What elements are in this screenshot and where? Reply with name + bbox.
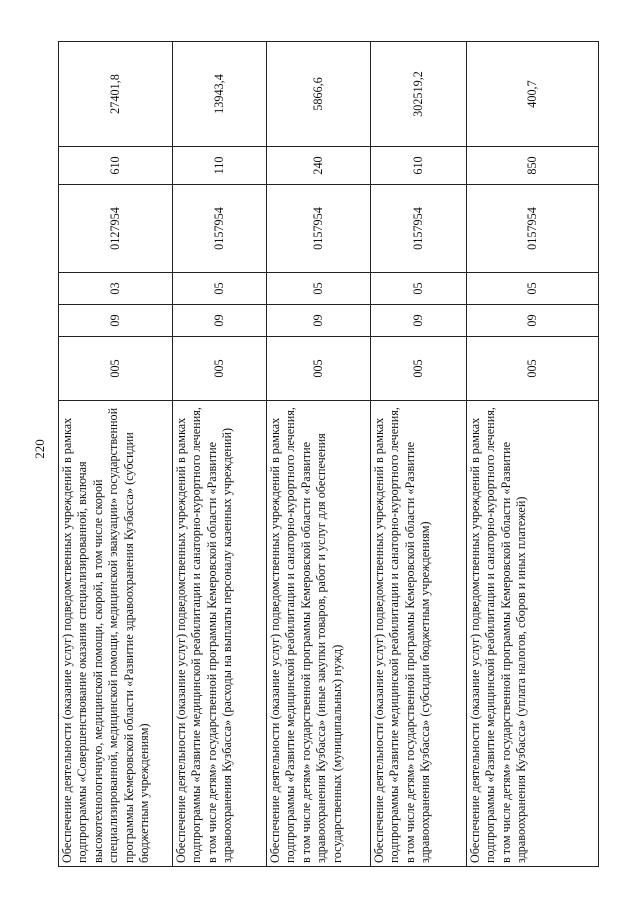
table-row xyxy=(267,42,371,867)
row-target-code: 0157954 xyxy=(173,185,267,273)
row-admin-code: 005 xyxy=(467,337,599,401)
row-admin-code: 005 xyxy=(173,337,267,401)
row-description: Обеспечение деятельности (оказание услуг) подведомственных учреждений в рамках подпрограммы «Развитие медицинской реабилитации и санаторно-курортного лечения, в том числе детям» государственной программы Кемеровской области «Развитие здравоохранения Кузбасса» (уплата налогов, сборов и иных платежей) xyxy=(467,401,599,867)
row-description: Обеспечение деятельности (оказание услуг) подведомственных учреждений в рамках подпрограммы «Развитие медицинской реабилитации и санаторно-курортного лечения, в том числе детям» государственной программы Кемеровской области «Развитие здравоохранения Кузбасса» (расходы на выплаты персоналу казенных учреждений) xyxy=(173,401,267,867)
row-target-code: 0127954 xyxy=(59,185,173,273)
row-admin-code: 005 xyxy=(59,337,173,401)
row-expense-code: 850 xyxy=(467,147,599,185)
row-expense-code: 110 xyxy=(173,147,267,185)
row-subsection-code: 05 xyxy=(267,273,371,305)
budget-table-rotated xyxy=(58,42,598,867)
row-section-code: 09 xyxy=(467,305,599,337)
budget-table xyxy=(58,41,599,867)
row-subsection-code: 05 xyxy=(173,273,267,305)
row-subsection-code: 05 xyxy=(467,273,599,305)
row-description: Обеспечение деятельности (оказание услуг) подведомственных учреждений в рамках подпрограммы «Совершенствование оказания специализированной, включая высокотехнологичную, медицинской помощи, скорой, в том числе скорой специализированной, медицинской помощи, медицинской эвакуации» государственной программы Кемеровской области «Развитие здравоохранения Кузбасса» (субсидии бюджетным учреждениям) xyxy=(59,401,173,867)
row-section-code: 09 xyxy=(267,305,371,337)
row-amount: 27401,8 xyxy=(59,42,173,147)
row-description: Обеспечение деятельности (оказание услуг) подведомственных учреждений в рамках подпрограммы «Развитие медицинской реабилитации и санаторно-курортного лечения, в том числе детям» государственной программы Кемеровской области «Развитие здравоохранения Кузбасса» (субсидии бюджетным учреждениям) xyxy=(371,401,467,867)
table-row xyxy=(59,42,173,867)
page-number: 220 xyxy=(32,439,47,459)
row-description: Обеспечение деятельности (оказание услуг) подведомственных учреждений в рамках подпрограммы «Развитие медицинской реабилитации и санаторно-курортного лечения, в том числе детям» государственной программы Кемеровской области «Развитие здравоохранения Кузбасса» (иные закупки товаров, работ и услуг для обеспечения государственных (муниципальных) нужд) xyxy=(267,401,371,867)
row-section-code: 09 xyxy=(371,305,467,337)
row-section-code: 09 xyxy=(173,305,267,337)
table-row xyxy=(173,42,267,867)
row-amount: 400,7 xyxy=(467,42,599,147)
row-admin-code: 005 xyxy=(267,337,371,401)
row-section-code: 09 xyxy=(59,305,173,337)
row-target-code: 0157954 xyxy=(371,185,467,273)
row-expense-code: 610 xyxy=(59,147,173,185)
row-subsection-code: 05 xyxy=(371,273,467,305)
row-target-code: 0157954 xyxy=(267,185,371,273)
row-amount: 13943,4 xyxy=(173,42,267,147)
table-row xyxy=(467,42,599,867)
row-admin-code: 005 xyxy=(371,337,467,401)
row-amount: 302519,2 xyxy=(371,42,467,147)
row-amount: 5866,6 xyxy=(267,42,371,147)
row-expense-code: 610 xyxy=(371,147,467,185)
table-row xyxy=(371,42,467,867)
row-expense-code: 240 xyxy=(267,147,371,185)
row-subsection-code: 03 xyxy=(59,273,173,305)
row-target-code: 0157954 xyxy=(467,185,599,273)
